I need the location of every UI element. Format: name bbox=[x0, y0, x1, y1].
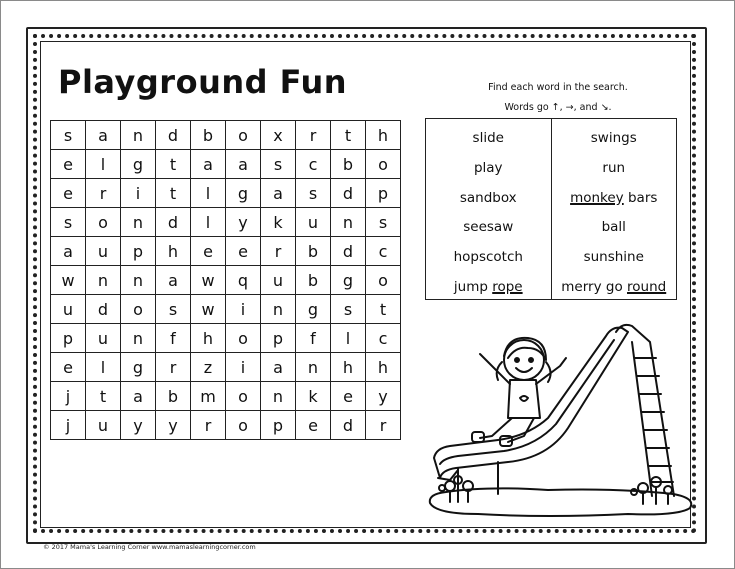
grid-cell: o bbox=[226, 121, 261, 150]
grid-cell: d bbox=[331, 411, 366, 440]
grid-cell: h bbox=[156, 237, 191, 266]
grid-cell: h bbox=[366, 353, 401, 382]
grid-cell: e bbox=[51, 179, 86, 208]
grid-cell: f bbox=[296, 324, 331, 353]
grid-cell: b bbox=[191, 121, 226, 150]
grid-cell: l bbox=[331, 324, 366, 353]
grid-row bbox=[51, 179, 401, 208]
grid-cell: n bbox=[261, 382, 296, 411]
grid-cell: n bbox=[121, 208, 156, 237]
grid-cell: t bbox=[331, 121, 366, 150]
grid-cell: e bbox=[331, 382, 366, 411]
grid-cell: l bbox=[86, 353, 121, 382]
grid-cell: t bbox=[156, 179, 191, 208]
grid-cell: i bbox=[226, 295, 261, 324]
word-list-item: monkey bars bbox=[570, 189, 658, 206]
grid-cell: y bbox=[156, 411, 191, 440]
grid-cell: p bbox=[51, 324, 86, 353]
grid-cell: l bbox=[191, 208, 226, 237]
grid-cell: p bbox=[261, 411, 296, 440]
word-list-column-left bbox=[426, 119, 551, 299]
grid-cell: s bbox=[156, 295, 191, 324]
grid-cell: d bbox=[86, 295, 121, 324]
grid-cell: x bbox=[261, 121, 296, 150]
grid-cell: k bbox=[296, 382, 331, 411]
grid-cell: p bbox=[366, 179, 401, 208]
grid-cell: s bbox=[51, 208, 86, 237]
grid-row bbox=[51, 121, 401, 150]
grid-cell: b bbox=[296, 237, 331, 266]
grid-cell: n bbox=[121, 266, 156, 295]
grid-cell: n bbox=[121, 324, 156, 353]
grid-cell: a bbox=[261, 179, 296, 208]
grid-cell: s bbox=[296, 179, 331, 208]
grid-cell: z bbox=[191, 353, 226, 382]
grid-cell: b bbox=[156, 382, 191, 411]
grid-cell: y bbox=[121, 411, 156, 440]
grid-cell: d bbox=[156, 208, 191, 237]
copyright-footer: © 2017 Mama's Learning Corner www.mamaslearningcorner.com bbox=[43, 543, 256, 551]
grid-cell: u bbox=[261, 266, 296, 295]
grid-cell: e bbox=[191, 237, 226, 266]
grid-cell: e bbox=[51, 150, 86, 179]
grid-cell: s bbox=[51, 121, 86, 150]
grid-cell: g bbox=[121, 150, 156, 179]
grid-row bbox=[51, 150, 401, 179]
grid-cell: n bbox=[331, 208, 366, 237]
grid-cell: w bbox=[191, 295, 226, 324]
grid-cell: o bbox=[226, 411, 261, 440]
grid-cell: l bbox=[86, 150, 121, 179]
grid-cell: h bbox=[191, 324, 226, 353]
grid-cell: h bbox=[366, 121, 401, 150]
word-list-item: hopscotch bbox=[453, 249, 523, 266]
grid-cell: e bbox=[226, 237, 261, 266]
grid-cell: s bbox=[366, 208, 401, 237]
grid-cell: g bbox=[331, 266, 366, 295]
grid-cell: j bbox=[51, 382, 86, 411]
grid-cell: o bbox=[121, 295, 156, 324]
grid-cell: u bbox=[86, 411, 121, 440]
grid-cell: a bbox=[51, 237, 86, 266]
word-list-item: slide bbox=[472, 130, 504, 146]
grid-cell: o bbox=[366, 150, 401, 179]
grid-cell: b bbox=[331, 150, 366, 179]
grid-cell: d bbox=[331, 237, 366, 266]
grid-cell: d bbox=[331, 179, 366, 208]
grid-cell: r bbox=[366, 411, 401, 440]
playground-slide-illustration bbox=[428, 318, 698, 518]
grid-row bbox=[51, 324, 401, 353]
grid-row bbox=[51, 411, 401, 440]
grid-cell: y bbox=[366, 382, 401, 411]
grid-cell: a bbox=[156, 266, 191, 295]
grid-cell: n bbox=[296, 353, 331, 382]
grid-cell: g bbox=[226, 179, 261, 208]
word-list-column-right bbox=[551, 119, 677, 299]
grid-cell: o bbox=[226, 324, 261, 353]
grid-cell: i bbox=[226, 353, 261, 382]
grid-cell: l bbox=[191, 179, 226, 208]
grid-cell: r bbox=[191, 411, 226, 440]
grid-cell: a bbox=[261, 353, 296, 382]
grid-cell: t bbox=[156, 150, 191, 179]
grid-cell: p bbox=[261, 324, 296, 353]
grid-cell: f bbox=[156, 324, 191, 353]
grid-cell: u bbox=[86, 237, 121, 266]
word-list-item: merry go round bbox=[561, 278, 667, 295]
grid-cell: n bbox=[86, 266, 121, 295]
grid-cell: o bbox=[226, 382, 261, 411]
grid-cell: r bbox=[296, 121, 331, 150]
grid-row bbox=[51, 382, 401, 411]
word-list-item: jump rope bbox=[453, 278, 523, 295]
grid-cell: t bbox=[86, 382, 121, 411]
grid-cell: u bbox=[51, 295, 86, 324]
word-list-item: run bbox=[602, 159, 626, 176]
grid-cell: j bbox=[51, 411, 86, 440]
grid-cell: u bbox=[296, 208, 331, 237]
grid-cell: g bbox=[121, 353, 156, 382]
grid-cell: s bbox=[331, 295, 366, 324]
grid-cell: r bbox=[261, 237, 296, 266]
grid-cell: w bbox=[191, 266, 226, 295]
grid-row bbox=[51, 237, 401, 266]
grid-cell: r bbox=[86, 179, 121, 208]
grid-cell: o bbox=[366, 266, 401, 295]
grid-cell: s bbox=[261, 150, 296, 179]
grid-row bbox=[51, 208, 401, 237]
grid-cell: m bbox=[191, 382, 226, 411]
word-list-box bbox=[425, 118, 677, 300]
grid-cell: a bbox=[226, 150, 261, 179]
instruction-line-1: Find each word in the search. bbox=[488, 82, 628, 93]
grid-row bbox=[51, 266, 401, 295]
word-list-item: seesaw bbox=[463, 219, 514, 236]
grid-cell: u bbox=[86, 324, 121, 353]
word-list-item: sandbox bbox=[459, 189, 517, 206]
grid-cell: w bbox=[51, 266, 86, 295]
grid-cell: h bbox=[331, 353, 366, 382]
grid-cell: a bbox=[121, 382, 156, 411]
grid-cell: e bbox=[51, 353, 86, 382]
grid-cell: b bbox=[296, 266, 331, 295]
grid-cell: q bbox=[226, 266, 261, 295]
grid-cell: a bbox=[191, 150, 226, 179]
word-search-grid bbox=[50, 120, 401, 440]
grid-cell: d bbox=[156, 121, 191, 150]
grid-cell: o bbox=[86, 208, 121, 237]
grid-cell: y bbox=[226, 208, 261, 237]
grid-row bbox=[51, 295, 401, 324]
grid-cell: t bbox=[366, 295, 401, 324]
word-list-item: swings bbox=[590, 130, 637, 146]
word-list-item: play bbox=[473, 159, 503, 176]
grid-cell: g bbox=[296, 295, 331, 324]
grid-row bbox=[51, 353, 401, 382]
grid-cell: k bbox=[261, 208, 296, 237]
grid-cell: c bbox=[296, 150, 331, 179]
grid-cell: i bbox=[121, 179, 156, 208]
word-list-item: sunshine bbox=[583, 249, 644, 266]
grid-cell: n bbox=[261, 295, 296, 324]
grid-cell: r bbox=[156, 353, 191, 382]
word-list-item: ball bbox=[601, 219, 626, 236]
grid-cell: n bbox=[121, 121, 156, 150]
page-title: Playground Fun bbox=[58, 63, 347, 101]
grid-cell: a bbox=[86, 121, 121, 150]
instruction-line-2: Words go ↑, →, and ↘. bbox=[504, 102, 612, 113]
grid-cell: p bbox=[121, 237, 156, 266]
grid-cell: c bbox=[366, 237, 401, 266]
grid-cell: e bbox=[296, 411, 331, 440]
grid-cell: c bbox=[366, 324, 401, 353]
